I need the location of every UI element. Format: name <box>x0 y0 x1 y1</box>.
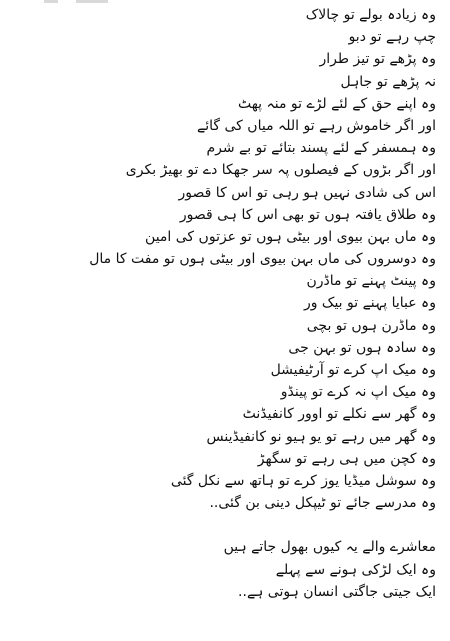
poem-line: وہ پینٹ پہنے تو ماڈرن <box>306 273 436 290</box>
poem-closing-line: ایک جیتی جاگتی انسان ہوتی ہے.. <box>238 583 436 600</box>
poem-line: وہ سادہ ہوں تو بہن جی <box>288 339 436 356</box>
poem-line: وہ دوسروں کی ماں بہن بیوی اور بیٹی ہوں تو مفت کا مال <box>89 251 436 268</box>
poem-line: اور اگر خاموش رہے تو اللہ میاں کی گائے <box>197 117 436 134</box>
poem-line: اور اگر بڑوں کے فیصلوں پہ سر جھکا دے تو بھیڑ بکری <box>125 162 436 179</box>
poem-line: وہ طلاق یافتہ ہوں تو بھی اس کا ہی قصور <box>179 206 436 223</box>
poem-line: وہ گھر میں رہے تو یو ہیو نو کانفیڈینس <box>206 428 436 445</box>
poem-line: وہ عبایا پہنے تو بیک ور <box>303 295 436 312</box>
poem-line: چپ رہے تو دبو <box>348 29 436 46</box>
poem-line: وہ ہمسفر کے لئے پسند بتائے تو بے شرم <box>206 140 436 157</box>
poem-line: وہ میک اپ نہ کرے تو پینڈو <box>280 384 436 401</box>
poem-line: وہ ماڈرن ہوں تو بچی <box>306 317 436 334</box>
poem-line: وہ پڑھے تو تیز طرار <box>319 51 436 68</box>
poem-line: وہ ماں بہن بیوی اور بیٹی ہوں تو عزتوں کی امین <box>145 228 436 245</box>
poem-closing-line: وہ ایک لڑکی ہونے سے پہلے <box>275 561 436 578</box>
stanza-gap <box>16 514 436 536</box>
poem-line: اس کی شادی نہیں ہو رہی تو اس کا قصور <box>178 184 436 201</box>
poem-line: وہ گھر سے نکلے تو اوور کانفیڈنٹ <box>242 406 436 423</box>
top-gray-bar-right <box>76 0 108 3</box>
poem-line: نہ پڑھے تو جاہل <box>340 73 436 90</box>
poem-line: وہ میک اپ کرے تو آرٹیفیشل <box>270 362 436 378</box>
poem-line: وہ سوشل میڈیا یوز کرے تو ہاتھ سے نکل گئی <box>170 472 436 489</box>
poem-line: وہ زیادہ بولے تو چالاک <box>305 7 436 23</box>
top-gray-bar-left <box>44 0 58 3</box>
poem-line: وہ اپنے حق کے لئے لڑے تو منہ پھٹ <box>237 95 436 112</box>
poem-text-block <box>16 4 436 603</box>
poem-line: وہ مدرسے جائے تو ٹیپکل دینی بن گئی.. <box>209 495 436 512</box>
poem-line: وہ کچن میں ہی رہے تو سگھڑ <box>257 450 436 467</box>
poem-closing-line: معاشرے والے یہ کیوں بھول جاتے ہیں <box>223 539 436 556</box>
